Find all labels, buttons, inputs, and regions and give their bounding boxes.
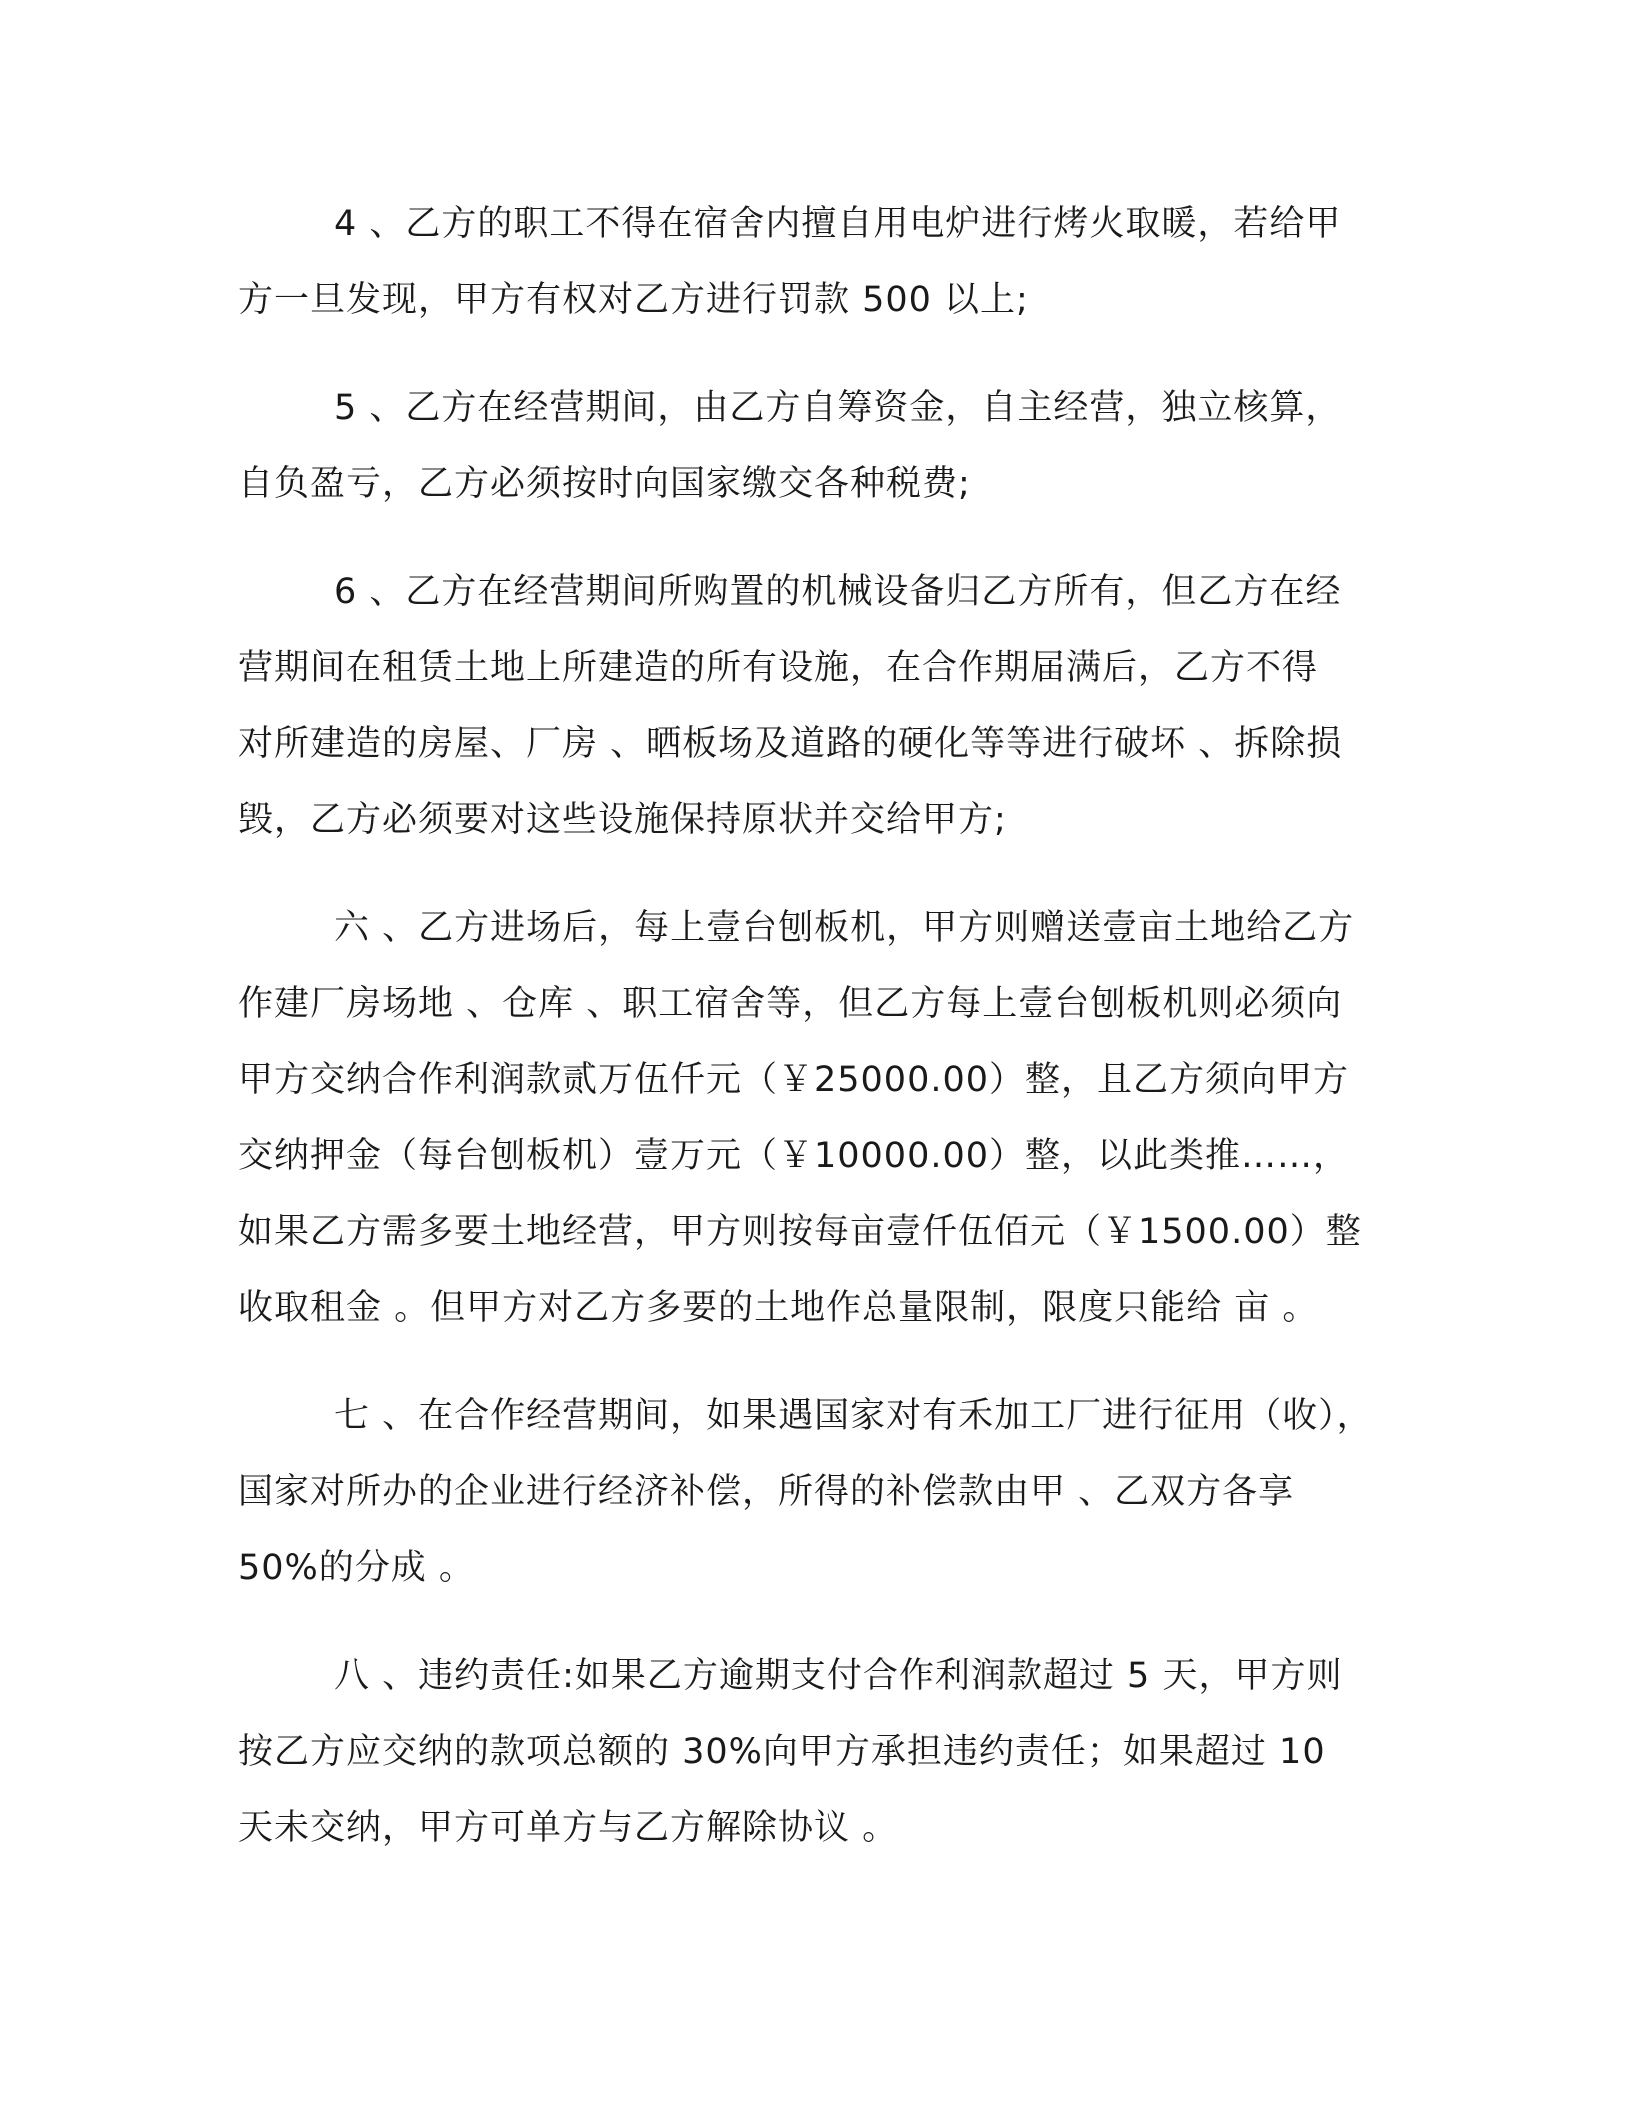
clause-line: 国家对所办的企业进行经济补偿，所得的补偿款由甲 、乙双方各享: [238, 1472, 1295, 1512]
clause-line: 七 、在合作经营期间，如果遇国家对有禾加工厂进行征用（收），: [334, 1396, 1373, 1436]
clause-line: 如果乙方需多要土地经营，甲方则按每亩壹仟伍佰元（￥1500.00）整: [238, 1212, 1362, 1252]
clause-line: 50%的分成 。: [238, 1548, 475, 1588]
clause-4: [238, 186, 1418, 338]
clause-line: 交纳押金（每台刨板机）壹万元（￥10000.00）整，以此类推……，: [238, 1136, 1350, 1176]
clause-line: 自负盈亏，乙方必须按时向国家缴交各种税费;: [238, 464, 971, 504]
clause-seven: [238, 1378, 1418, 1606]
clause-line: 方一旦发现，甲方有权对乙方进行罚款 500 以上;: [238, 280, 1029, 320]
clause-six: [238, 890, 1418, 1346]
clause-line: 天未交纳，甲方可单方与乙方解除协议 。: [238, 1808, 899, 1848]
clause-line: 营期间在租赁土地上所建造的所有设施，在合作期届满后，乙方不得: [238, 648, 1319, 688]
clause-line: 4 、乙方的职工不得在宿舍内擅自用电炉进行烤火取暖，若给甲: [334, 204, 1342, 244]
clause-line: 6 、乙方在经营期间所购置的机械设备归乙方所有，但乙方在经: [334, 572, 1342, 612]
clause-5: [238, 370, 1418, 522]
clause-line: 按乙方应交纳的款项总额的 30%向甲方承担违约责任；如果超过 10: [238, 1732, 1326, 1772]
clause-eight: [238, 1638, 1418, 1866]
clause-6: [238, 554, 1418, 858]
document-body: [238, 186, 1418, 1898]
clause-line: 毁，乙方必须要对这些设施保持原状并交给甲方;: [238, 800, 1007, 840]
clause-line: 作建厂房场地 、仓库 、职工宿舍等，但乙方每上壹台刨板机则必须向: [238, 984, 1343, 1024]
clause-line: 八 、违约责任:如果乙方逾期支付合作利润款超过 5 天，甲方则: [334, 1656, 1343, 1696]
clause-line: 收取租金 。但甲方对乙方多要的土地作总量限制，限度只能给 亩 。: [238, 1288, 1319, 1328]
clause-line: 5 、乙方在经营期间，由乙方自筹资金，自主经营，独立核算，: [334, 388, 1342, 428]
clause-line: 甲方交纳合作利润款贰万伍仟元（￥25000.00）整，且乙方须向甲方: [238, 1060, 1350, 1100]
clause-line: 对所建造的房屋、厂房 、晒板场及道路的硬化等等进行破坏 、拆除损: [238, 724, 1343, 764]
clause-line: 六 、乙方进场后，每上壹台刨板机，甲方则赠送壹亩土地给乙方: [334, 908, 1355, 948]
